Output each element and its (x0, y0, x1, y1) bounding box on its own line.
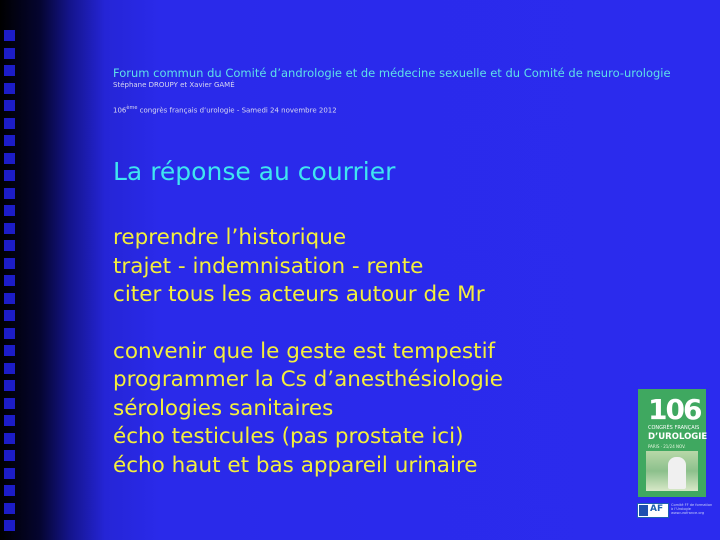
decorative-square (4, 258, 15, 269)
logo-line2: D’UROLOGIE (648, 432, 708, 442)
decorative-square (4, 240, 15, 251)
decorative-square (4, 118, 15, 129)
decorative-square (4, 310, 15, 321)
decorative-square (4, 415, 15, 426)
slide-body (113, 224, 503, 480)
decorative-square (4, 293, 15, 304)
decorative-square (4, 328, 15, 339)
decorative-square (4, 153, 15, 164)
body-line: sérologies sanitaires (113, 395, 334, 421)
decorative-square (4, 468, 15, 479)
decorative-square (4, 170, 15, 181)
decorative-square (4, 275, 15, 286)
body-line: programmer la Cs d’anesthésiologie (113, 367, 503, 392)
decorative-square (4, 205, 15, 216)
decorative-square (4, 135, 15, 146)
decorative-square (4, 433, 15, 444)
body-line: convenir que le geste est tempestif (113, 338, 496, 364)
decorative-square (4, 363, 15, 374)
logo-photo (646, 451, 698, 491)
decorative-square (4, 100, 15, 111)
logo-figure (668, 457, 686, 489)
congress-superscript: ème (126, 105, 138, 111)
slide-title: La réponse au courrier (113, 157, 396, 186)
decorative-square (4, 520, 15, 531)
decorative-square (4, 48, 15, 59)
decorative-square (4, 30, 15, 41)
decorative-square (4, 485, 15, 496)
logo-line3: PARIS · 21/24 NOV. (648, 444, 686, 449)
congress-number: 106 (113, 106, 127, 115)
forum-heading: Forum commun du Comité d’andrologie et de médecine sexuelle et du Comité de neuro-urologie (113, 66, 671, 80)
logo-line1: CONGRÈS FRANÇAIS (648, 425, 700, 431)
decorative-square (4, 450, 15, 461)
decorative-square (4, 503, 15, 514)
decorative-square (4, 398, 15, 409)
decorative-square (4, 65, 15, 76)
logo-number: 106 (648, 393, 701, 426)
afu-mark: AF (650, 504, 664, 514)
congress-logo (638, 389, 706, 497)
decorative-square (4, 188, 15, 199)
body-line: citer tous les acteurs autour de Mr (113, 282, 485, 307)
congress-line (113, 105, 337, 114)
body-line: trajet - indemnisation - rente (113, 253, 424, 279)
body-line: écho haut et bas appareil urinaire (113, 452, 478, 478)
decorative-square-column (4, 30, 18, 540)
authors-line: Stéphane DROUPY et Xavier GAMÉ (113, 81, 235, 89)
decorative-square (4, 380, 15, 391)
afu-caption: Comité FF de formation à l’Urologie www.urofrance.org (671, 503, 713, 516)
body-line: reprendre l’historique (113, 225, 347, 250)
decorative-square (4, 345, 15, 356)
eu-flag-icon (639, 505, 648, 516)
afu-logo (637, 503, 669, 518)
paragraph-gap (113, 310, 503, 338)
body-line: écho testicules (pas prostate ici) (113, 424, 464, 449)
decorative-square (4, 83, 15, 94)
decorative-square (4, 223, 15, 234)
congress-details: congrès français d’urologie - Samedi 24 novembre 2012 (137, 106, 337, 115)
